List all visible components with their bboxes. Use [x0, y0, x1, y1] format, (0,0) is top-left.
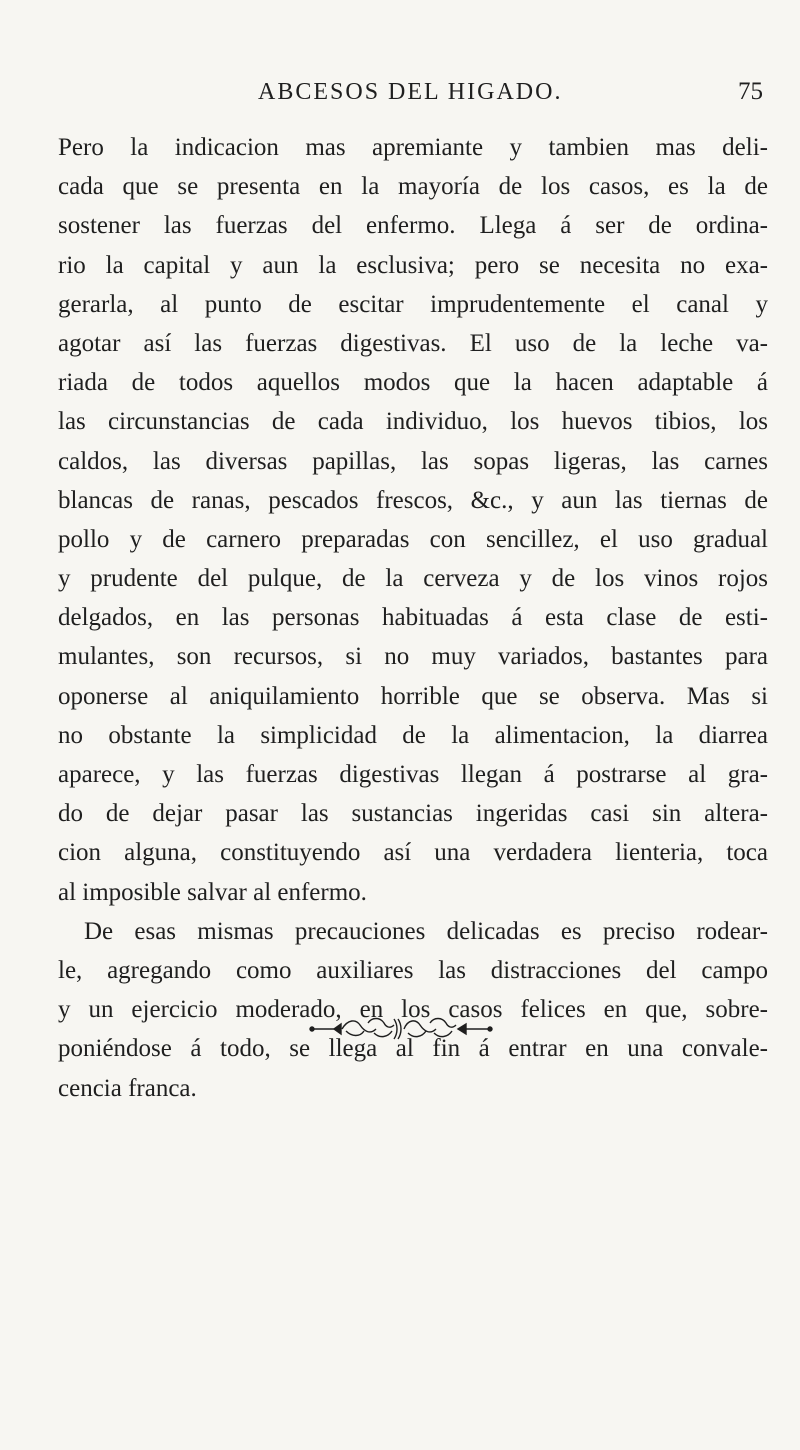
text-line: cion alguna, constituyendo así una verdadera lienteria, toca [58, 839, 768, 867]
text-line: aparece, y las fuerzas digestivas llegan á postrarse al gra- [58, 761, 768, 788]
text-line: blancas de ranas, pescados frescos, &c., y aun las tiernas de [58, 486, 768, 514]
body-text [58, 128, 768, 1108]
text-line: le, agregando como auxiliares las distracciones del campo [58, 956, 768, 984]
text-line: no obstante la simplicidad de la alimentacion, la diarrea [58, 721, 768, 749]
text-line: oponerse al aniquilamiento horrible que se observa. Mas si [58, 682, 768, 710]
text-line: gerarla, al punto de escitar imprudentemente el canal y [58, 290, 768, 318]
text-line: mulantes, son recursos, si no muy variados, bastantes para [58, 643, 768, 671]
text-line: y prudente del pulque, de la cerveza y de los vinos rojos [58, 565, 768, 593]
text-line: sostener las fuerzas del enfermo. Llega á ser de ordina- [58, 212, 768, 240]
text-line: rio la capital y aun la esclusiva; pero se necesita no exa- [58, 251, 768, 279]
text-line: caldos, las diversas papillas, las sopas ligeras, las carnes [58, 447, 768, 475]
text-line: al imposible salvar al enfermo. [58, 878, 367, 906]
running-head [0, 72, 800, 112]
text-line: poniéndose á todo, se llega al fin á entrar en una convale- [58, 1035, 768, 1063]
tailpiece-ornament-icon [308, 1015, 494, 1046]
text-line: delgados, en las personas habituadas á esta clase de esti- [58, 604, 768, 632]
text-line: las circunstancias de cada individuo, los huevos tibios, los [58, 408, 768, 436]
text-line: pollo y de carnero preparadas con sencillez, el uso gradual [58, 525, 768, 553]
text-line: riada de todos aquellos modos que la hacen adaptable á [58, 369, 768, 397]
text-line: y un ejercicio moderado, en los casos felices en que, sobre- [58, 996, 768, 1024]
text-line: cada que se presenta en la mayoría de los casos, es la de [58, 173, 768, 201]
text-line: cencia franca. [58, 1074, 197, 1102]
running-title: ABCESOS DEL HIGADO. [258, 79, 563, 105]
text-line: Pero la indicacion mas apremiante y tambien mas deli- [58, 134, 768, 161]
text-line: agotar así las fuerzas digestivas. El uso de la leche va- [58, 329, 768, 357]
page-number: 75 [738, 78, 763, 105]
text-line: do de dejar pasar las sustancias ingeridas casi sin altera- [58, 800, 768, 828]
text-line: De esas mismas precauciones delicadas es preciso rodear- [84, 917, 768, 945]
